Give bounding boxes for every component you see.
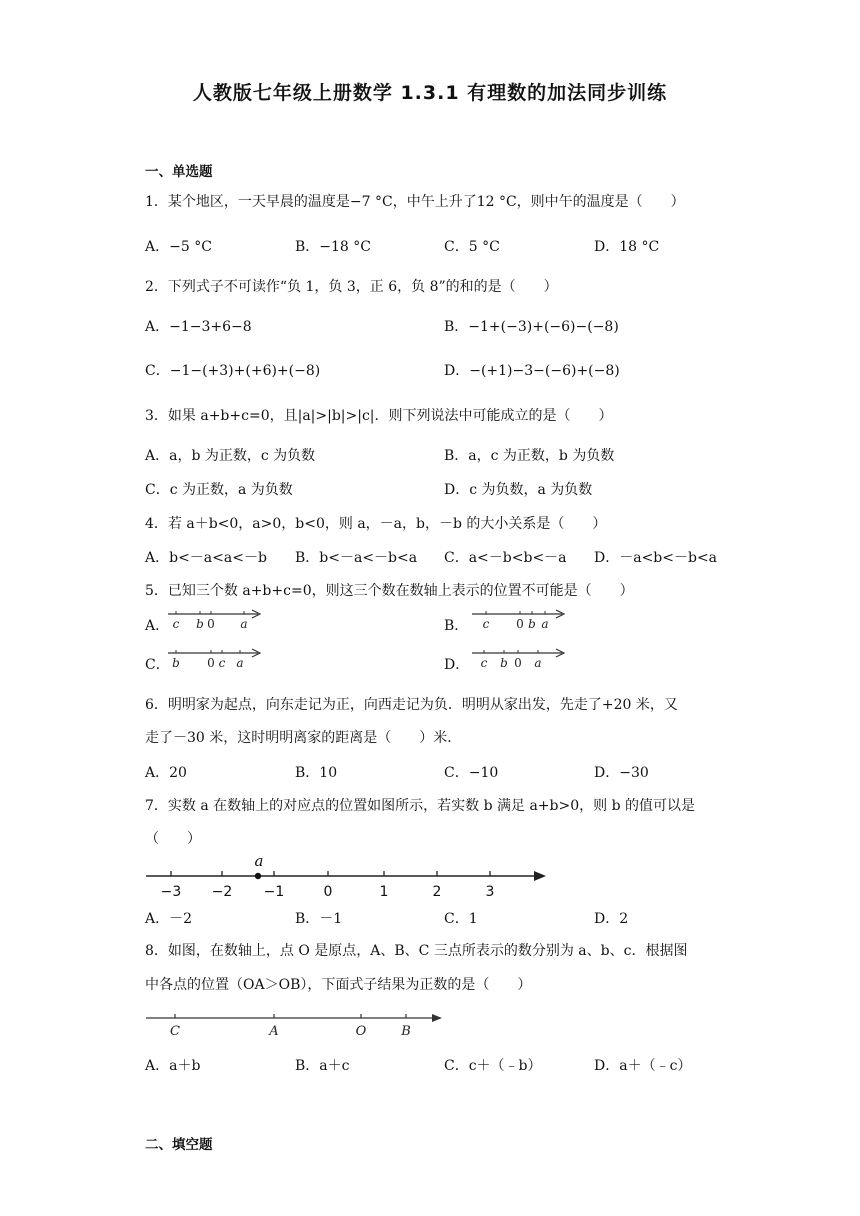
q5-option-d[interactable]: D．: [444, 657, 470, 673]
section-heading-fill-blank: 二、填空题: [145, 1137, 213, 1153]
question-5-stem: 5．已知三个数 a+b+c=0，则这三个数在数轴上表示的位置不可能是（ ）: [145, 583, 634, 599]
q1-option-d[interactable]: D．18 °C: [594, 239, 660, 255]
q6-option-c[interactable]: C．−10: [444, 765, 499, 781]
q2-option-a[interactable]: A．−1−3+6−8: [145, 319, 252, 335]
q6-option-a[interactable]: A．20: [145, 765, 187, 781]
q7-option-c[interactable]: C．1: [444, 911, 478, 927]
q5-option-b[interactable]: B．: [444, 618, 469, 634]
question-1-stem: 1．某个地区，一天早晨的温度是−7 °C，中午上升了12 °C，则中午的温度是（ ）: [145, 194, 685, 210]
question-6-stem-line2: 走了－30 米，这时明明离家的距离是（ ）米．: [145, 730, 462, 746]
tick-label-a: a: [240, 617, 248, 631]
q3-option-d[interactable]: D．c 为负数，a 为负数: [444, 482, 593, 498]
question-7-stem-line1: 7．实数 a 在数轴上的对应点的位置如图所示，若实数 b 满足 a+b>0，则 b 的值可以是: [145, 798, 696, 814]
q1-option-b[interactable]: B．−18 °C: [295, 239, 371, 255]
q1-option-c[interactable]: C．5 °C: [444, 239, 500, 255]
point-label-A: A: [269, 1024, 279, 1039]
q5-number-line-c: [166, 645, 266, 671]
question-3-stem: 3．如果 a+b+c=0，且|a|>|b|>|c|．则下列说法中可能成立的是（ ）: [145, 408, 613, 424]
q3-option-a[interactable]: A．a，b 为正数，c 为负数: [145, 448, 316, 464]
q4-option-d[interactable]: D．－a<b<－b<a: [594, 550, 718, 566]
point-label-B: B: [401, 1024, 411, 1039]
q5-option-a[interactable]: A．: [145, 618, 170, 634]
tick-label: −2: [211, 884, 233, 900]
tick-label-b: b: [528, 617, 536, 631]
q8-option-d[interactable]: D．a＋（﹣c）: [594, 1058, 692, 1074]
section-heading-single-choice: 一、单选题: [145, 164, 213, 180]
q4-option-c[interactable]: C．a<－b<b<－a: [444, 550, 567, 566]
q6-option-b[interactable]: B．10: [295, 765, 338, 781]
tick-label-0: 0: [514, 656, 522, 670]
question-8-stem-line1: 8．如图，在数轴上，点 O 是原点，A、B、C 三点所表示的数分别为 a、b、c．根据图: [145, 943, 688, 959]
q8-option-b[interactable]: B．a＋c: [295, 1058, 350, 1074]
q5-number-line-b: [470, 606, 570, 632]
q8-number-line: [140, 1010, 460, 1046]
q2-option-d[interactable]: D．−(+1)−3−(−6)+(−8): [444, 363, 620, 379]
tick-label-a: a: [541, 617, 549, 631]
tick-label: 2: [432, 884, 442, 900]
tick-label: 3: [485, 884, 495, 900]
tick-label-b: b: [500, 656, 508, 670]
tick-label: −3: [160, 884, 182, 900]
tick-label: 1: [379, 884, 389, 900]
question-2-stem: 2．下列式子不可读作“负 1，负 3，正 6，负 8”的和的是（ ）: [145, 279, 558, 295]
point-label-C: C: [170, 1024, 180, 1039]
q2-option-b[interactable]: B．−1+(−3)+(−6)−(−8): [444, 319, 619, 335]
question-7-stem-line2: （ ）: [145, 831, 201, 847]
page-title: 人教版七年级上册数学 1.3.1 有理数的加法同步训练: [192, 82, 668, 104]
q5-number-line-a: [166, 606, 266, 632]
tick-label-a: a: [236, 656, 244, 670]
tick-label-b: b: [172, 656, 180, 670]
tick-label-c: c: [172, 617, 180, 631]
q1-option-a[interactable]: A．−5 °C: [145, 239, 212, 255]
q5-number-line-d: [470, 645, 570, 671]
q6-option-d[interactable]: D．−30: [594, 765, 649, 781]
tick-label-c: c: [480, 656, 488, 670]
q7-number-line: [140, 850, 560, 900]
q2-option-c[interactable]: C．−1−(+3)+(+6)+(−8): [145, 363, 321, 379]
tick-label-b: b: [196, 617, 204, 631]
q3-option-c[interactable]: C．c 为正数，a 为负数: [145, 482, 293, 498]
q4-option-a[interactable]: A．b<－a<a<－b: [145, 550, 267, 566]
q4-option-b[interactable]: B．b<－a<－b<a: [295, 550, 418, 566]
q3-option-b[interactable]: B．a，c 为正数，b 为负数: [444, 448, 615, 464]
q5-option-c[interactable]: C．: [145, 657, 170, 673]
tick-label-0: 0: [516, 617, 524, 631]
q7-option-d[interactable]: D．2: [594, 911, 629, 927]
q7-option-a[interactable]: A．－2: [145, 911, 193, 927]
tick-label-a: a: [534, 656, 542, 670]
point-a: [255, 873, 261, 879]
question-4-stem: 4．若 a＋b<0，a>0，b<0，则 a，－a，b，－b 的大小关系是（ ）: [145, 516, 607, 532]
tick-label-c: c: [482, 617, 490, 631]
question-6-stem-line1: 6．明明家为起点，向东走记为正，向西走记为负．明明从家出发，先走了+20 米，又: [145, 697, 678, 713]
tick-label-0: 0: [207, 617, 215, 631]
q8-option-c[interactable]: C．c＋（﹣b）: [444, 1058, 542, 1074]
point-label-O: O: [355, 1024, 367, 1039]
q8-option-a[interactable]: A．a＋b: [145, 1058, 201, 1074]
arrow-icon: [534, 871, 546, 881]
tick-label-0: 0: [207, 656, 215, 670]
tick-label: −1: [263, 884, 285, 900]
tick-label: 0: [323, 884, 333, 900]
arrow-icon: [432, 1014, 442, 1022]
point-label-a: a: [254, 852, 264, 870]
q7-option-b[interactable]: B．－1: [295, 911, 343, 927]
question-8-stem-line2: 中各点的位置（OA＞OB），下面式子结果为正数的是（ ）: [145, 977, 532, 993]
tick-label-c: c: [218, 656, 226, 670]
